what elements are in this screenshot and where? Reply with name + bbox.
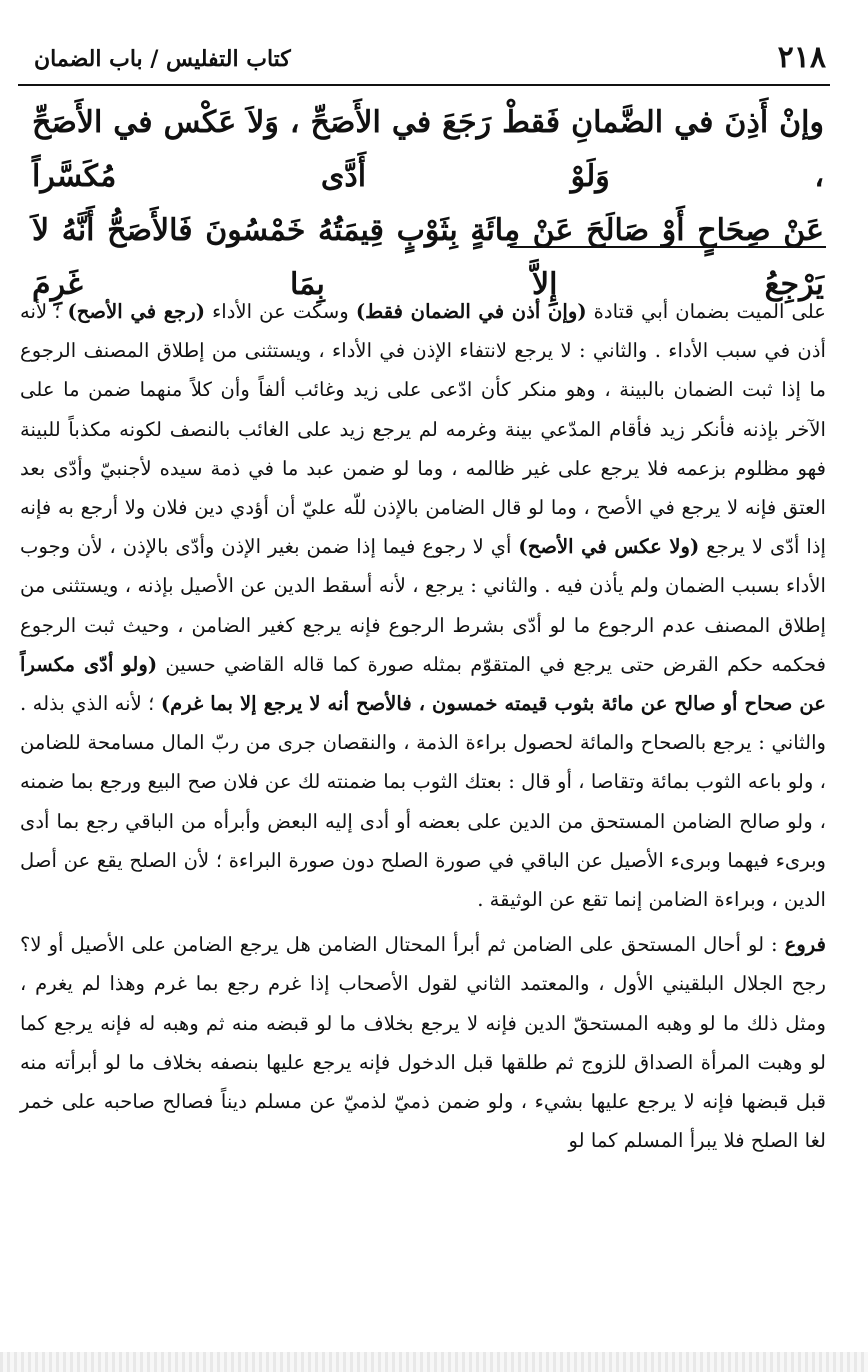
running-title: كتاب التفليس / باب الضمان (34, 46, 291, 72)
header-rule (18, 84, 830, 86)
commentary-segment: ؛ لأنه الذي بذله . والثاني : يرجع بالصحاح والمائة لحصول براءة الذمة ، والنقصان جرى من ربّ المال مسامحة للضامن ، ولو باعه الثوب بمائة وتقاصا ، أو قال : بعتك الثوب بما ضمنته لك عن فلان صح البيع ورجع بما ضمنه ، ولو صالح الضامن المستحق من الدين على بعضه أو أدى إليه البعض وأبرأه من الباقي رجع بما أدى وبرىء فيهما وبرىء الأصيل عن الباقي في صورة الصلح دون صورة البراءة ؛ لأن الصلح يقع عن أصل الدين ، وبراءة الضامن إنما تقع عن الوثيقة . (20, 692, 826, 912)
matn-text (32, 96, 824, 312)
commentary-segment: ؛ لأنه أذن في سبب الأداء . والثاني : لا يرجع لانتفاء الإذن في الأداء ، ويستثنى من إطلاق المصنف الرجوع ما إذا ثبت الضمان بالبينة ، وهو منكر كأن ادّعى على زيد وغائب ألفاً وأن كلاً منهما ضمن ما على الآخر بإذنه فأنكر زيد فأقام المدّعي بينة وغرمه لم يرجع زيد على الغائب بالنصف لكونه مكذباً للبينة فهو مظلوم بزعمه فلا يرجع على غير ظالمه ، وما لو ضمن عبد ما في ذمة سيده لأجنبيّ وأدّى بعد العتق فإنه لا يرجع في الأصح ، وما لو قال الضامن بالإذن للّه عليّ أن أؤدي دين فلان ولا أرجع به فإنه إذا أدّى لا يرجع (20, 300, 827, 559)
page-header (18, 38, 830, 88)
matn-line-2: عَنْ صِحَاحٍ أَوْ صَالَحَ عَنْ مِائَةٍ بِثَوْبٍ قِيمَتُهُ خَمْسُونَ فَالأَصَحُّ أَنَّهُ لاَ يَرْجِعُ إِلاَّ بِمَا غَرِمَ (32, 213, 824, 302)
commentary-segment: على الميت بضمان أبي قتادة (586, 300, 826, 323)
commentary-segment: وسكت عن الأداء (205, 300, 356, 323)
furu-text: : لو أحال المستحق على الضامن ثم أبرأ المحتال الضامن هل يرجع الضامن على الأصيل أو لا؟ رجح الجلال البلقيني الأول ، والمعتمد الثاني لقول الأصحاب إذا غرم رجع بما غرم وهذا لم يغرم ، ومثل ذلك ما لو وهبه المستحقّ الدين فإنه لا يرجع بخلاف ما لو قبضه منه ثم وهبه له فإنه يرجع كما لو وهبت المرأة الصداق للزوج ثم طلقها قبل الدخول فإنه يرجع عليها بنصفه بخلاف ما لو أبرأته منه قبل قبضها فإنه لا يرجع عليها بشيء ، ولو ضمن ذميّ لذميّ عن مسلم ديناً فصالح صاحبه على خمر لغا الصلح فلا يبرأ المسلم كما لو (20, 933, 826, 1153)
matn-line-1: وإنْ أَذِنَ في الضَّمانِ فَقطْ رَجَعَ في الأَصَحِّ ، وَلاَ عَكْس في الأَصَحِّ ، وَلَوْ أَدَّى مُكَسَّراً (32, 105, 824, 194)
quoted-matn: (ولا عكس في الأصح) (518, 535, 700, 559)
quoted-matn: (وإن أذن في الضمان فقط) (355, 300, 587, 323)
furu-label: فروع (784, 933, 826, 957)
commentary-text (20, 292, 826, 1160)
page-number: ٢١٨ (777, 40, 826, 75)
commentary-paragraph-1 (20, 292, 826, 919)
quoted-matn: (رجع في الأصح) (67, 300, 205, 323)
quoted-matn: (ولو أدّى مكسراً عن صحاح أو صالح عن مائة بثوب قيمته خمسون ، فالأصح أنه لا يرجع إلا بما غرم) (20, 652, 826, 716)
scan-edge (0, 1352, 868, 1372)
commentary-paragraph-2 (20, 925, 826, 1160)
commentary-segment: أي لا رجوع فيما إذا ضمن بغير الإذن وأدّى بالإذن ، لأن وجوب الأداء بسبب الضمان ولم يأذن فيه . والثاني : يرجع ، لأنه أسقط الدين عن الأصيل بإذنه ، ويستثنى من إطلاق المصنف عدم الرجوع ما لو أدّى بشرط الرجوع فإنه يرجع كغير الضامن ، وحيث ثبت الرجوع فحكمه حكم القرض حتى يرجع في المتقوّم بمثله صورة كما قاله القاضي حسين (20, 535, 826, 676)
section-divider (510, 246, 826, 248)
